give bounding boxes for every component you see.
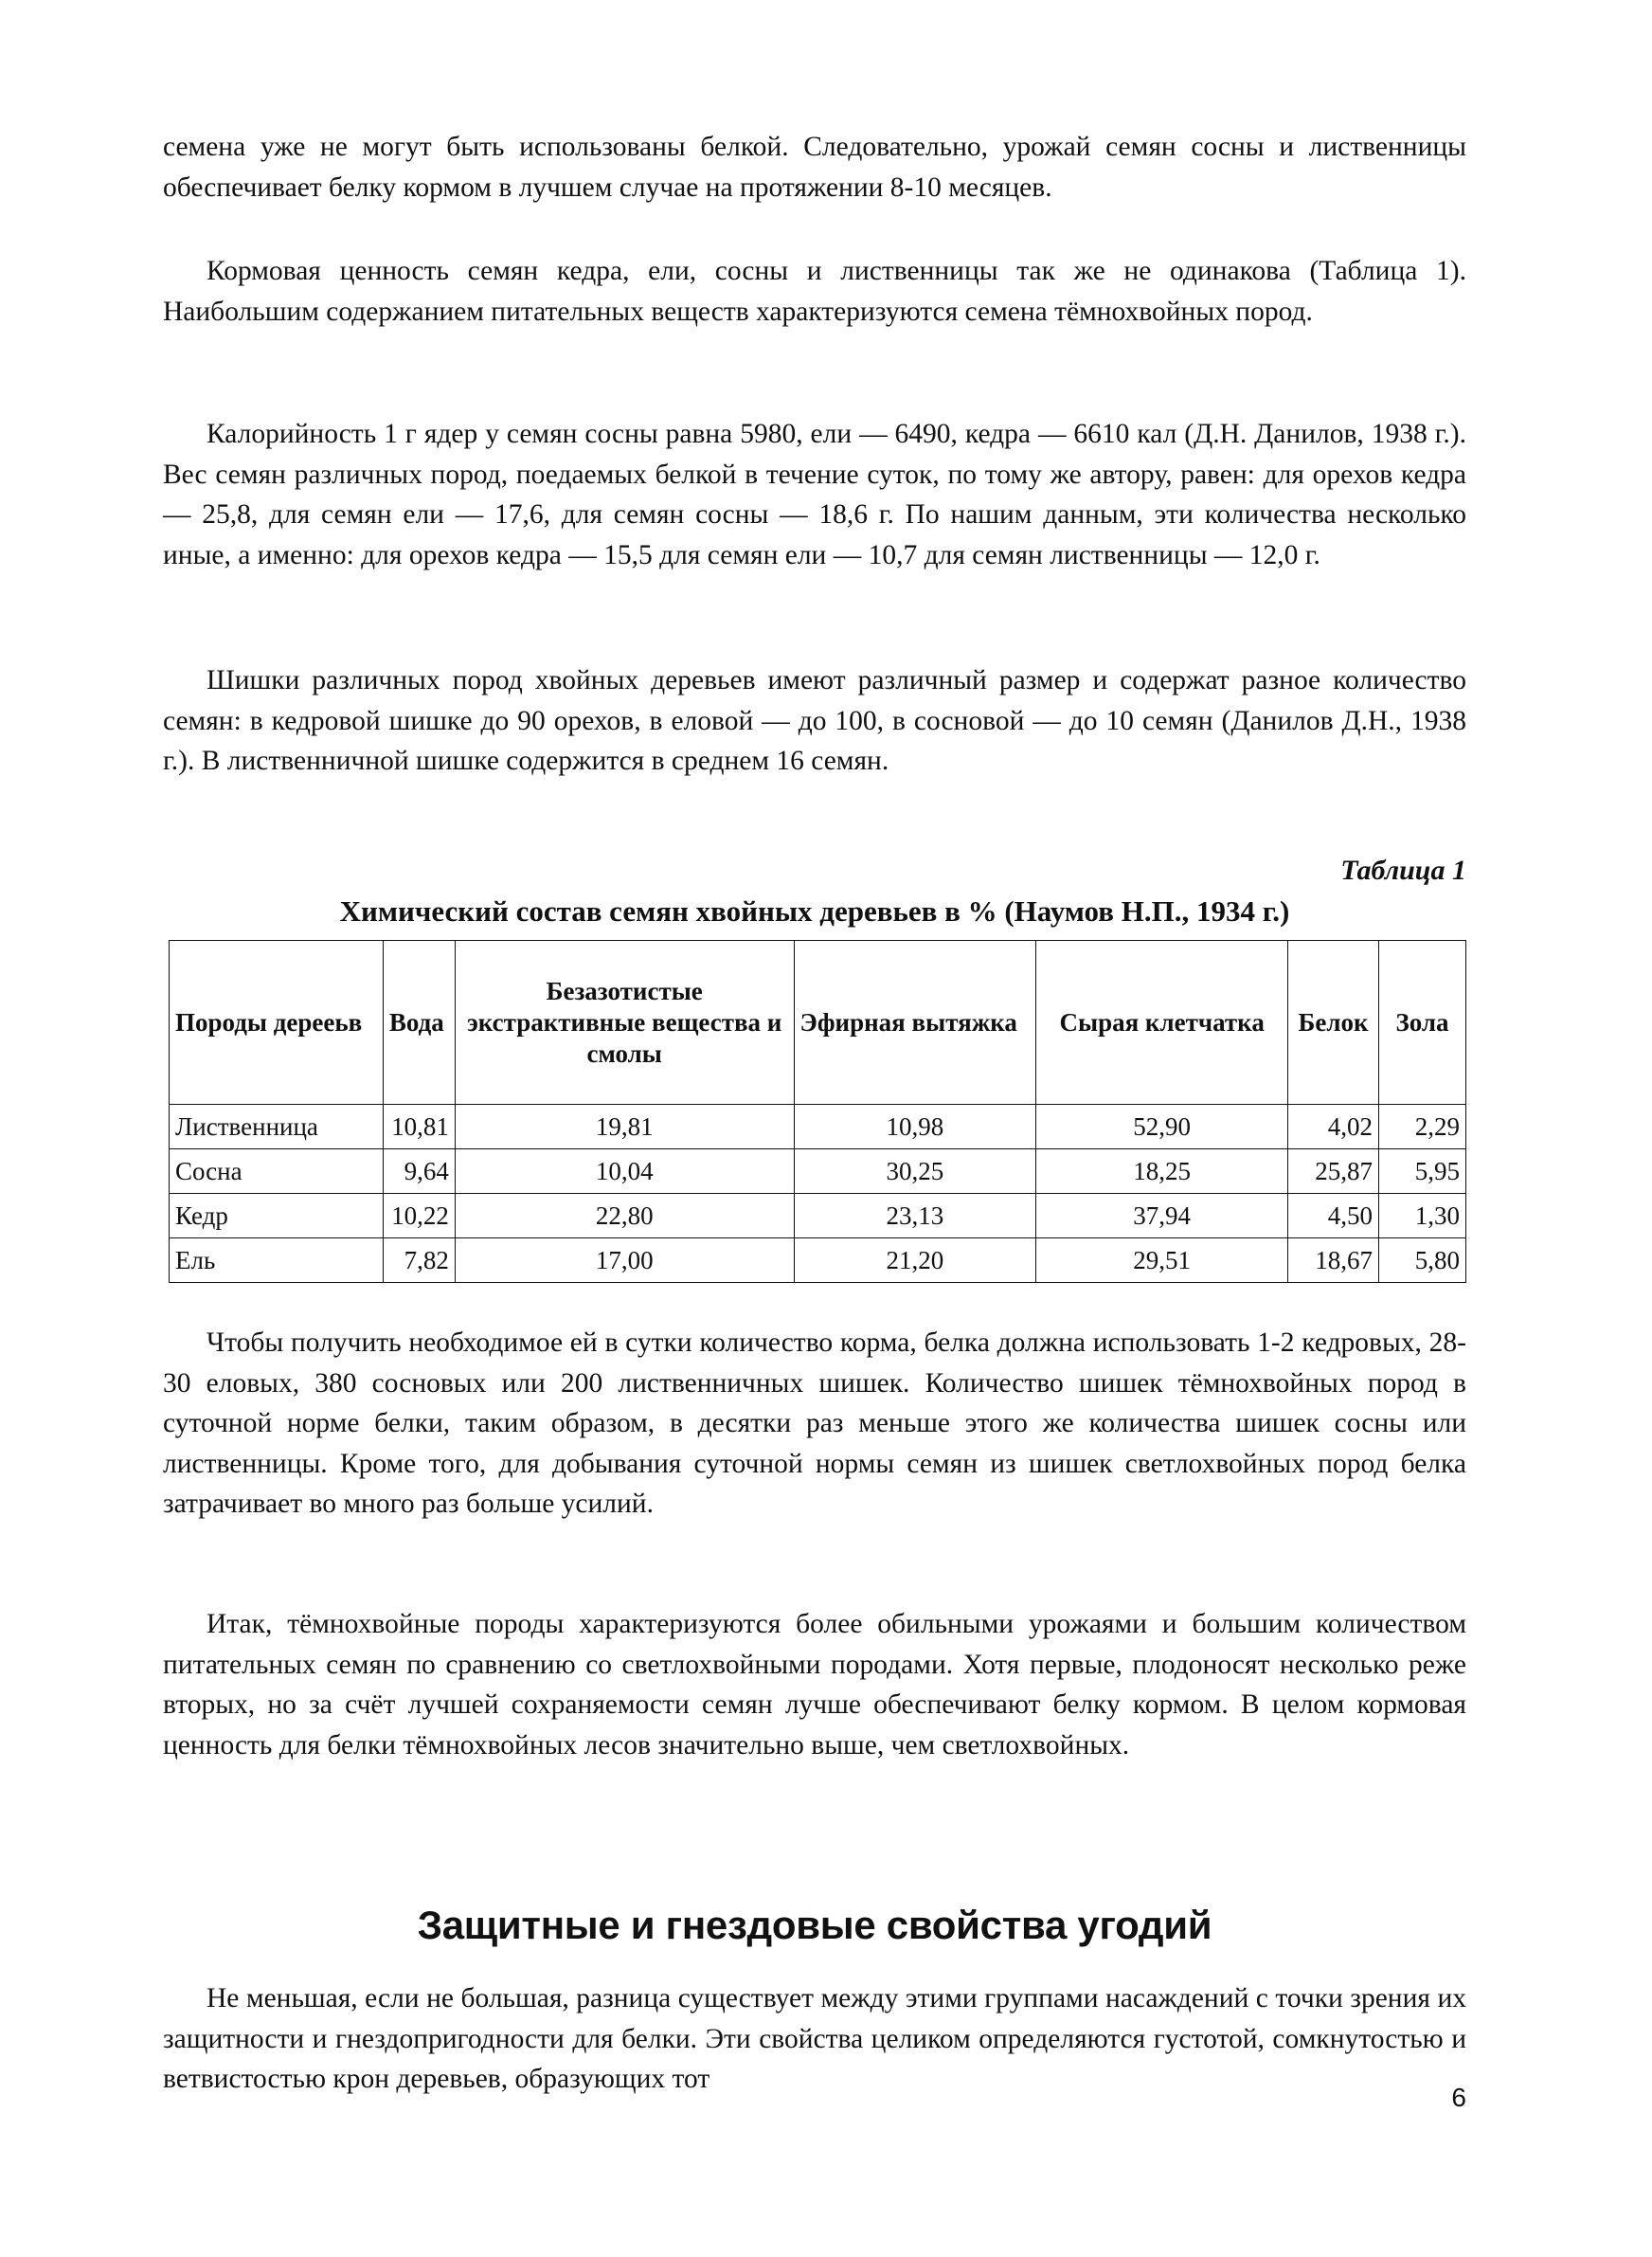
table-cell: 37,94 — [1036, 1194, 1288, 1238]
table-header-row — [170, 941, 1466, 1105]
page-number: 6 — [1451, 2083, 1466, 2112]
table-row — [170, 1105, 1466, 1149]
table-cell: 9,64 — [383, 1149, 455, 1194]
table-cell: 18,67 — [1288, 1238, 1379, 1283]
table-cell: 1,30 — [1379, 1194, 1466, 1238]
table-row — [170, 1194, 1466, 1238]
table-cell: 21,20 — [794, 1238, 1036, 1283]
table-cell: Кедр — [170, 1194, 384, 1238]
table-cell: 5,80 — [1379, 1238, 1466, 1283]
table-cell: 22,80 — [455, 1194, 794, 1238]
table-cell: 10,81 — [383, 1105, 455, 1149]
chemical-composition-table — [169, 940, 1466, 1283]
paragraph-7: Не меньшая, если не большая, разница существует между этими группами насаждений с точки зрения их защитности и гнездопригодности для белки. Эти свойства целиком определяются густотой, сомкнутостью и ветвистостью крон деревьев, образующих тот — [163, 1983, 1466, 2094]
table-cell: Лиственница — [170, 1105, 384, 1149]
table-cell: 18,25 — [1036, 1149, 1288, 1194]
paragraph-4: Шишки различных пород хвойных деревьев имеют различный размер и содержат разное количество семян: в кедровой шишке до 90 орехов, в еловой — до 100, в сосновой — до 10 семян (Данилов Д.Н., 1938 г.). В лиственничной шишке содержится в среднем 16 семян. — [163, 665, 1466, 776]
table-cell: Сосна — [170, 1149, 384, 1194]
column-header: Белок — [1288, 941, 1379, 1105]
table-cell: 7,82 — [383, 1238, 455, 1283]
column-header: Породы дерееьв — [170, 941, 384, 1105]
column-header: Безазотистые экстрактивные вещества и смолы — [455, 941, 794, 1105]
paragraph-1: семена уже не могут быть использованы белкой. Следовательно, урожай семян сосны и лиственницы обеспечивает белку кормом в лучшем случае на протяжении 8-10 месяцев. — [163, 132, 1466, 203]
table-cell: 2,29 — [1379, 1105, 1466, 1149]
table-row — [170, 1238, 1466, 1283]
table-cell: 30,25 — [794, 1149, 1036, 1194]
table-cell: 29,51 — [1036, 1238, 1288, 1283]
section-heading: Защитные и гнездовые свойства угодий — [417, 1903, 1212, 1947]
table-title: Химический состав семян хвойных деревьев в % (Наумов Н.П., 1934 г.) — [339, 894, 1290, 928]
table-cell: 23,13 — [794, 1194, 1036, 1238]
paragraph-3: Калорийность 1 г ядер у семян сосны равна 5980, ели — 6490, кедра — 6610 кал (Д.Н. Данилов, 1938 г.). Вес семян различных пород, поедаемых белкой в течение суток, по тому же автору, равен: для орехов кедра — 25,8, для семян ели — 17,6, для семян сосны — 18,6 г. По нашим данным, эти количества несколько иные, а именно: для орехов кедра — 15,5 для семян ели — 10,7 для семян лиственницы — 12,0 г. — [163, 419, 1466, 570]
table-caption: Таблица 1 — [1340, 855, 1466, 886]
paragraph-5: Чтобы получить необходимое ей в сутки количество корма, белка должна использовать 1-2 кедровых, 28-30 еловых, 380 сосновых или 200 лиственничных шишек. Количество шишек тёмнохвойных пород в суточной норме белки, таким образом, в десятки раз меньше этого же количества шишек сосны или лиственницы. Кроме того, для добывания суточной нормы семян из шишек светлохвойных пород белка затрачивает во много раз больше усилий. — [163, 1327, 1466, 1519]
table-cell: 5,95 — [1379, 1149, 1466, 1194]
table-row — [170, 1149, 1466, 1194]
table-cell: 4,02 — [1288, 1105, 1379, 1149]
table-cell: 17,00 — [455, 1238, 794, 1283]
table-cell: 10,22 — [383, 1194, 455, 1238]
column-header: Зола — [1379, 941, 1466, 1105]
table-cell: 52,90 — [1036, 1105, 1288, 1149]
table-cell: Ель — [170, 1238, 384, 1283]
paragraph-6: Итак, тёмнохвойные породы характеризуются более обильными урожаями и большим количеством питательных семян по сравнению со светлохвойными породами. Хотя первые, плодоносят несколько реже вторых, но за счёт лучшей сохраняемости семян лучше обеспечивают белку кормом. В целом кормовая ценность для белки тёмнохвойных лесов значительно выше, чем светлохвойных. — [163, 1609, 1466, 1760]
table-cell: 10,04 — [455, 1149, 794, 1194]
column-header: Эфирная вытяжка — [794, 941, 1036, 1105]
table-cell: 25,87 — [1288, 1149, 1379, 1194]
table-cell: 10,98 — [794, 1105, 1036, 1149]
column-header: Вода — [383, 941, 455, 1105]
table-cell: 19,81 — [455, 1105, 794, 1149]
table-cell: 4,50 — [1288, 1194, 1379, 1238]
column-header: Сырая клетчатка — [1036, 941, 1288, 1105]
paragraph-2: Кормовая ценность семян кедра, ели, сосны и лиственницы так же не одинакова (Таблица 1). Наибольшим содержанием питательных веществ характеризуются семена тёмнохвойных пород. — [163, 256, 1466, 327]
